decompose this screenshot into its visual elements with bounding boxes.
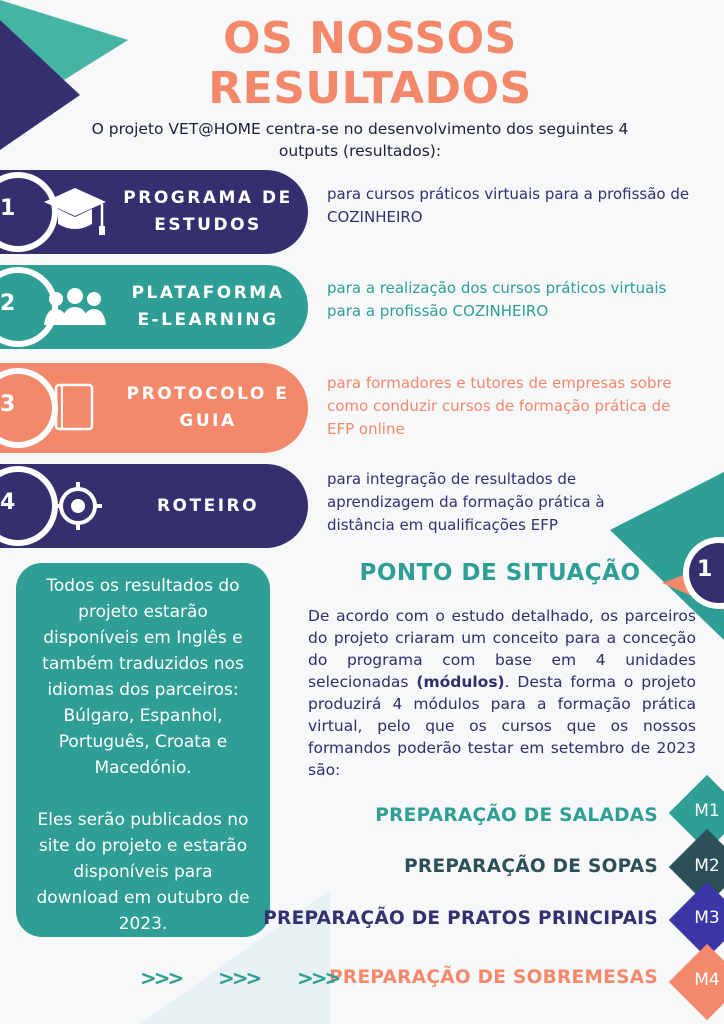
output-description: para formadores e tutores de empresas sobre como conduzir cursos de formação prática de EFP online	[327, 374, 672, 438]
modules-highlight: (módulos)	[416, 673, 505, 691]
module-code: M1	[694, 801, 720, 821]
module-code: M4	[694, 970, 720, 990]
page-title: OS NOSSOS RESULTADOS	[208, 13, 532, 114]
output-number-badge: 2	[0, 267, 58, 347]
output-number-badge: 4	[0, 466, 58, 546]
status-badge: 1	[683, 537, 724, 609]
module-code: M2	[694, 856, 720, 876]
output-plataforma-e-learning	[0, 265, 308, 349]
target-icon	[40, 478, 110, 534]
module-code: M3	[694, 908, 720, 928]
output-protocolo-e-guia	[0, 363, 308, 453]
output-roteiro	[0, 464, 308, 548]
group-of-people-icon	[40, 279, 110, 335]
chevron-arrows-icon: >>>	[218, 966, 260, 990]
info-paragraph-languages: Todos os resultados do projeto estarão disponíveis em Inglês e também traduzidos nos idiomas dos parceiros: Búlgaro, Espanhol, Português, Croata e Macedónio.	[42, 576, 244, 778]
intro-text: O projeto VET@HOME centra-se no desenvolvimento dos seguintes 4 outputs (resultados):	[91, 120, 629, 160]
output-label: ROTEIRO	[156, 495, 260, 516]
output-description: para cursos práticos virtuais para a profissão de COZINHEIRO	[327, 185, 690, 226]
output-label: PLATAFORMA E-LEARNING	[131, 283, 285, 330]
output-label: PROTOCOLO E GUIA	[126, 384, 290, 431]
graduation-cap-icon	[40, 184, 110, 240]
output-programa-de-estudos	[0, 170, 308, 254]
module-title: PREPARAÇÃO DE PRATOS PRINCIPAIS	[263, 908, 658, 929]
info-paragraph-publication: Eles serão publicados no site do projeto e estarão disponíveis para download em outubro de 2023.	[36, 810, 250, 934]
module-title: PREPARAÇÃO DE SALADAS	[375, 805, 658, 826]
status-text: De acordo com o estudo detalhado, os parceiros do projeto criaram um conceito para a conceção do programa com base em 4 unidades selecionadas (módulos). Desta forma o projeto produzirá 4 módulos para a formação prática virtual, pelo que os cursos que os nossos formandos poderão testar em setembro de 2023 são:	[308, 607, 696, 779]
chevron-arrows-icon: >>>	[140, 966, 182, 990]
chevron-arrows-icon: >>>	[297, 966, 339, 990]
output-number-badge: 3	[0, 368, 58, 448]
module-title: PREPARAÇÃO DE SOPAS	[404, 856, 658, 877]
output-label: PROGRAMA DE ESTUDOS	[123, 188, 293, 235]
book-icon	[40, 379, 110, 435]
module-title: PREPARAÇÃO DE SOBREMESAS	[329, 967, 658, 988]
output-description: para a realização dos cursos práticos virtuais para a profissão COZINHEIRO	[327, 279, 667, 320]
output-description: para integração de resultados de aprendizagem da formação prática à distância em qualificações EFP	[327, 470, 605, 534]
status-title: PONTO DE SITUAÇÃO	[359, 560, 641, 586]
output-number-badge: 1	[0, 172, 58, 252]
languages-info-box	[16, 563, 270, 937]
